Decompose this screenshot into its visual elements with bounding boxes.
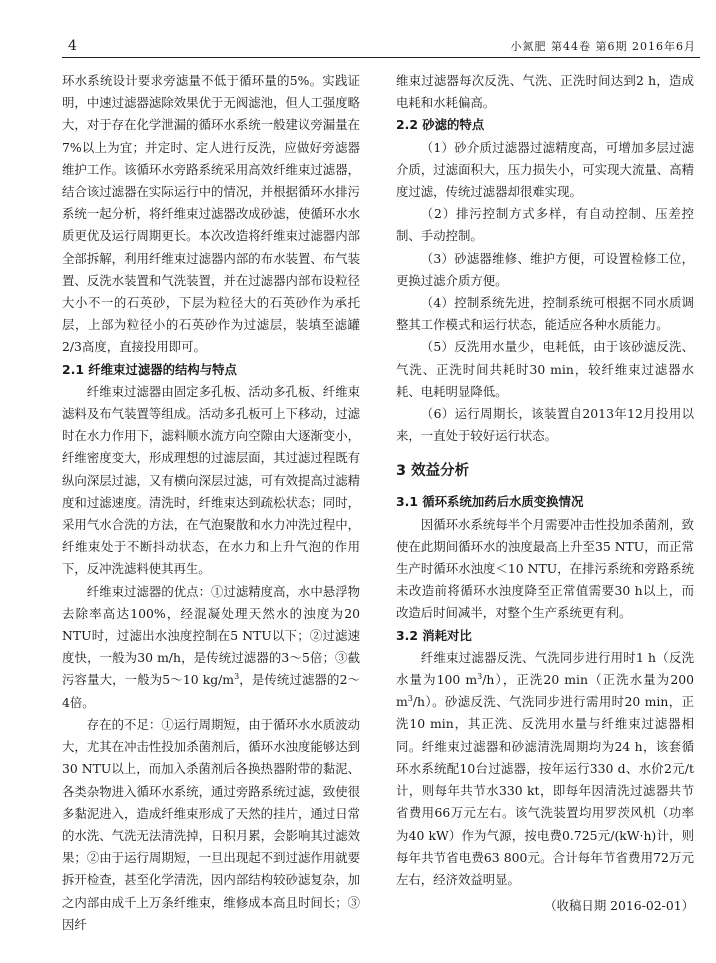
right-column <box>396 70 694 917</box>
section-heading-3: 3 效益分析 <box>396 463 470 480</box>
superscript: 3 <box>477 671 483 681</box>
page-header <box>0 0 716 60</box>
list-item: （1）砂介质过滤器过滤精度高，可增加多层过滤介质，过滤面积大，压力损失小，可实现大流量、高精度过滤，传统过滤器却很难实现。 <box>396 139 694 200</box>
text-run: /h），正洗20 min（正洗水量为200 m <box>396 672 694 710</box>
list-item: （2）排污控制方式多样，有自动控制、压差控制、手动控制。 <box>396 206 694 244</box>
paragraph: 存在的不足：①运行周期短，由于循环水水质波动大，尤其在冲击性投加杀菌剂后，循环水浊度能够达到30 NTU以上，而加入杀菌剂后各换热器附带的黏泥、各类杂物进入循环水系统，通过旁路系统过滤，致使很多黏泥进入，造成纤维束形成了天然的挂片，通过日常的水洗、气洗无法清洗掉，日积月累，会影响其过滤效果；②由于运行周期短，一旦出现起不到过滤作用就要拆开检查，甚至化学清洗，因内部结构较砂滤复杂，加之内部由成千上万条纤维束，维修成本高且时间长；③因纤 <box>62 716 360 932</box>
section-heading-2-1: 2.1 纤维束过滤器的结构与特点 <box>62 361 237 377</box>
list-item: （5）反洗用水量少，电耗低，由于该砂滤反洗、气洗、正洗时间共耗时30 min，较纤维束过滤器水耗、电耗明显降低。 <box>396 339 694 399</box>
superscript: 3 <box>407 694 413 704</box>
left-column <box>62 70 360 936</box>
section-heading-3-2: 3.2 消耗对比 <box>396 627 472 643</box>
text-run: 纤维束过滤器反洗、气洗同步进行用时1 h（反洗水量为100 m <box>396 649 694 688</box>
paragraph <box>62 581 360 714</box>
header-rule <box>62 57 700 58</box>
journal-info: 小氮肥 第44卷 第6期 2016年6月 <box>510 40 696 53</box>
superscript: 3 <box>234 672 240 682</box>
section-heading-3-1: 3.1 循环系统加药后水质变换情况 <box>396 494 584 510</box>
paragraph: 因循环水系统每半个月需要冲击性投加杀菌剂，致使在此期间循环水的浊度最高上升至35 NTU，而正常生产时循环水浊度＜10 NTU，在排污系统和旁路系统未改造前将循环水浊度降至正常值需要30 h以上，而改造后时间减半，对整个生产系统更有利。 <box>396 516 694 621</box>
text-run: ，是传统过滤器的2～4倍。 <box>62 672 360 710</box>
list-item: （6）运行周期长，该装置自2013年12月投用以来，一直处于较好运行状态。 <box>396 406 694 444</box>
received-date: （收稿日期 2016-02-01） <box>544 898 694 914</box>
section-heading-2-2: 2.2 砂滤的特点 <box>396 117 485 133</box>
paragraph <box>396 647 694 891</box>
text-run: 纤维束过滤器的优点：①过滤精度高，水中悬浮物去除率高达100%，经混凝处理天然水的浊度为20 NTU时，过滤出水浊度控制在5 NTU以下；②过滤速度快，一般为30 m/h，是传统过滤器的3～5倍；③截污容量大，一般为5～10 kg/m <box>62 583 360 688</box>
list-item: （3）砂滤器维修、维护方便，可设置检修工位，更换过滤介质方便。 <box>396 250 694 288</box>
paragraph: 纤维束过滤器由固定多孔板、活动多孔板、纤维束滤料及布气装置等组成。活动多孔板可上下移动，过滤时在水力作用下，滤料顺水流方向空隙由大逐渐变小，纤维密度变大，形成理想的过滤层面，其过滤过程既有纵向深层过滤，又有横向深层过滤，可有效提高过滤精度和过滤速度。清洗时，纤维束达到疏松状态；同时，采用气水合洗的方法，在气泡聚散和水力冲洗过程中，纤维束处于不断抖动状态，在水力和上升气泡的作用下，反冲洗滤料使其再生。 <box>62 383 360 577</box>
text-run: /h）。砂滤反洗、气洗同步进行需用时20 min，正洗10 min，其正洗、反洗用水量与纤维束过滤器相同。纤维束过滤器和砂滤清洗周期均为24 h，该套循环水系统配10台过滤器，按年运行330 d、水价2元/t计，则每年共节水330 kt，即每年因清洗过滤器共节省费用66万元左右。该气洗装置均用罗茨风机（功率为40 kW）作为气源，按电费0.725元/(kW·h)计，则每年共节省电费63 800元。合计每年节省费用72万元左右，经济效益明显。 <box>396 694 694 887</box>
list-item: （4）控制系统先进，控制系统可根据不同水质调整其工作模式和运行状态，能适应各种水质能力。 <box>396 295 694 333</box>
paragraph: 环水系统设计要求旁滤量不低于循环量的5%。实践证明，中速过滤器滤除效果优于无阀滤池，但人工强度略大，对于存在化学泄漏的循环水系统一般建议旁漏量在7%以上为宜；并定时、定人进行反洗，应做好旁滤器维护工作。该循环水旁路系统采用高效纤维束过滤器，结合该过滤器在实际运行中的情况，并根据循环水排污系统一起分析，将纤维束过滤器改成砂滤，使循环水水质更优及运行周期更长。本次改造将纤维束过滤器内部全部拆解，利用纤维束过滤器内部的布水装置、布气装置、反洗水装置和气洗装置，并在过滤器内部布设粒径大小不一的石英砂，下层为粒径大的石英砂作为承托层，上部为粒径小的石英砂作为过滤层，装填至滤罐2/3高度，直接投用即可。 <box>62 73 360 355</box>
page-number: 4 <box>68 38 77 54</box>
paragraph: 维束过滤器每次反洗、气洗、正洗时间达到2 h，造成电耗和水耗偏高。 <box>396 73 694 111</box>
